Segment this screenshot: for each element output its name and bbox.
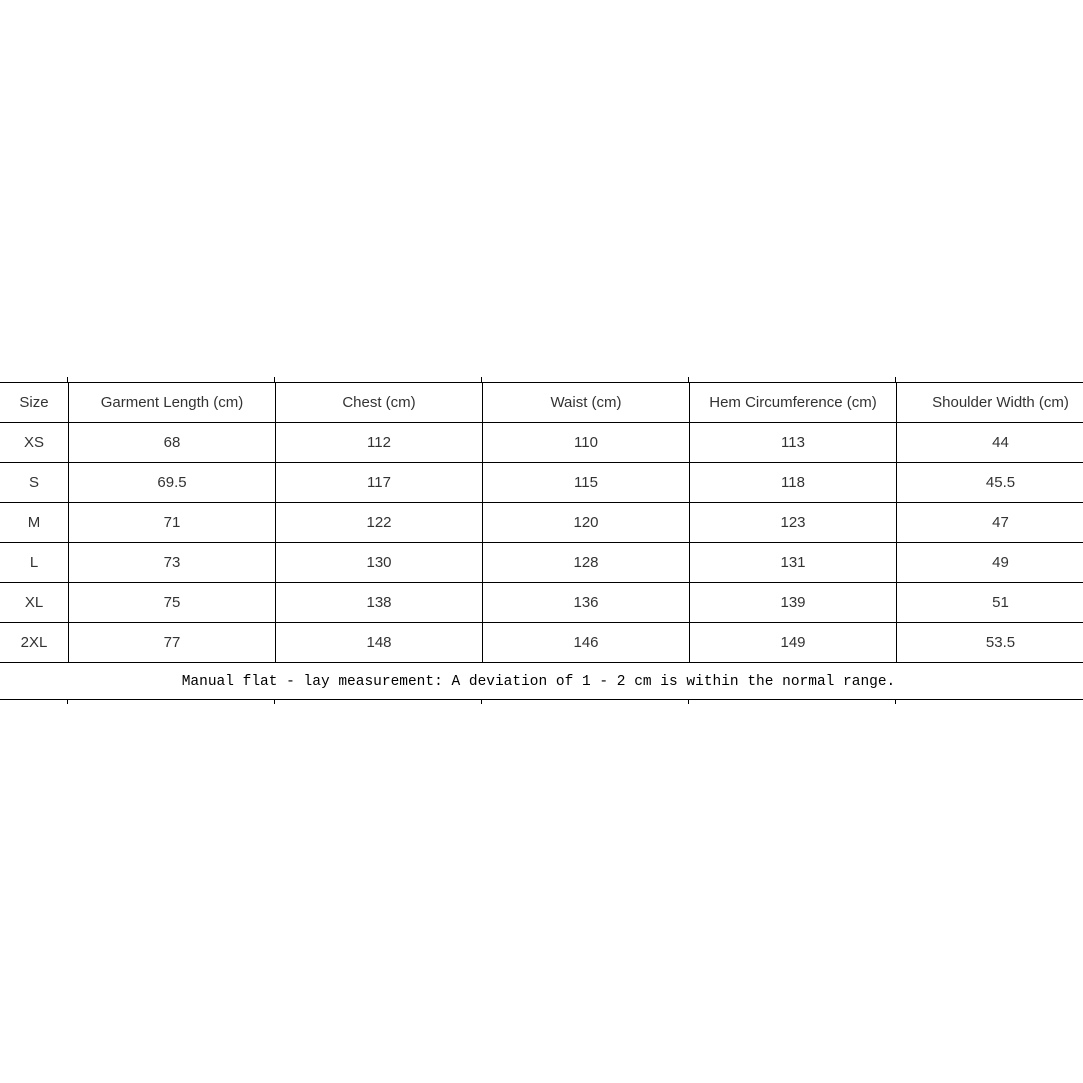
measurement-cell: 73 [69, 543, 276, 583]
measurement-cell: 77 [69, 623, 276, 663]
header-row [0, 383, 1083, 423]
measurement-cell: 128 [483, 543, 690, 583]
grid-line-stub [895, 700, 896, 704]
table-row [0, 583, 1083, 623]
column-header-3: Waist (cm) [483, 383, 690, 423]
measurement-cell: 44 [897, 423, 1083, 463]
table-row [0, 503, 1083, 543]
column-header-2: Chest (cm) [276, 383, 483, 423]
footnote-cell [0, 663, 1083, 700]
measurement-cell: 69.5 [69, 463, 276, 503]
measurement-cell: 68 [69, 423, 276, 463]
measurement-cell: 136 [483, 583, 690, 623]
grid-line-stub [481, 700, 482, 704]
measurement-cell: 122 [276, 503, 483, 543]
measurement-cell: 45.5 [897, 463, 1083, 503]
size-chart-grid [0, 382, 1083, 700]
measurement-cell: 123 [690, 503, 897, 543]
grid-line-stub [688, 377, 689, 382]
measurement-cell: 117 [276, 463, 483, 503]
table-row [0, 463, 1083, 503]
grid-line-stub [67, 377, 68, 382]
size-cell: 2XL [0, 623, 69, 663]
size-chart-table [0, 382, 1083, 700]
grid-line-stub [274, 700, 275, 704]
measurement-cell: 113 [690, 423, 897, 463]
column-header-1: Garment Length (cm) [69, 383, 276, 423]
measurement-cell: 75 [69, 583, 276, 623]
measurement-cell: 120 [483, 503, 690, 543]
measurement-cell: 146 [483, 623, 690, 663]
grid-line-stub [895, 377, 896, 382]
table-row [0, 623, 1083, 663]
measurement-cell: 53.5 [897, 623, 1083, 663]
measurement-cell: 112 [276, 423, 483, 463]
measurement-cell: 51 [897, 583, 1083, 623]
column-header-5: Shoulder Width (cm) [897, 383, 1083, 423]
table-row [0, 423, 1083, 463]
footnote-row [0, 663, 1083, 700]
grid-line-stub [274, 377, 275, 382]
grid-line-stub [688, 700, 689, 704]
size-cell: S [0, 463, 69, 503]
measurement-cell: 139 [690, 583, 897, 623]
measurement-cell: 71 [69, 503, 276, 543]
grid-line-stub [481, 377, 482, 382]
column-header-0: Size [0, 383, 69, 423]
measurement-cell: 118 [690, 463, 897, 503]
size-cell: L [0, 543, 69, 583]
size-cell: XS [0, 423, 69, 463]
measurement-cell: 149 [690, 623, 897, 663]
measurement-cell: 131 [690, 543, 897, 583]
measurement-cell: 47 [897, 503, 1083, 543]
measurement-cell: 115 [483, 463, 690, 503]
size-cell: XL [0, 583, 69, 623]
measurement-cell: 130 [276, 543, 483, 583]
footnote-text: Manual flat - lay measurement: A deviation of 1 - 2 cm is within the normal range. [181, 674, 896, 690]
measurement-cell: 110 [483, 423, 690, 463]
size-cell: M [0, 503, 69, 543]
measurement-cell: 49 [897, 543, 1083, 583]
grid-line-stub [67, 700, 68, 704]
table-row [0, 543, 1083, 583]
measurement-cell: 138 [276, 583, 483, 623]
column-header-4: Hem Circumference (cm) [690, 383, 897, 423]
measurement-cell: 148 [276, 623, 483, 663]
